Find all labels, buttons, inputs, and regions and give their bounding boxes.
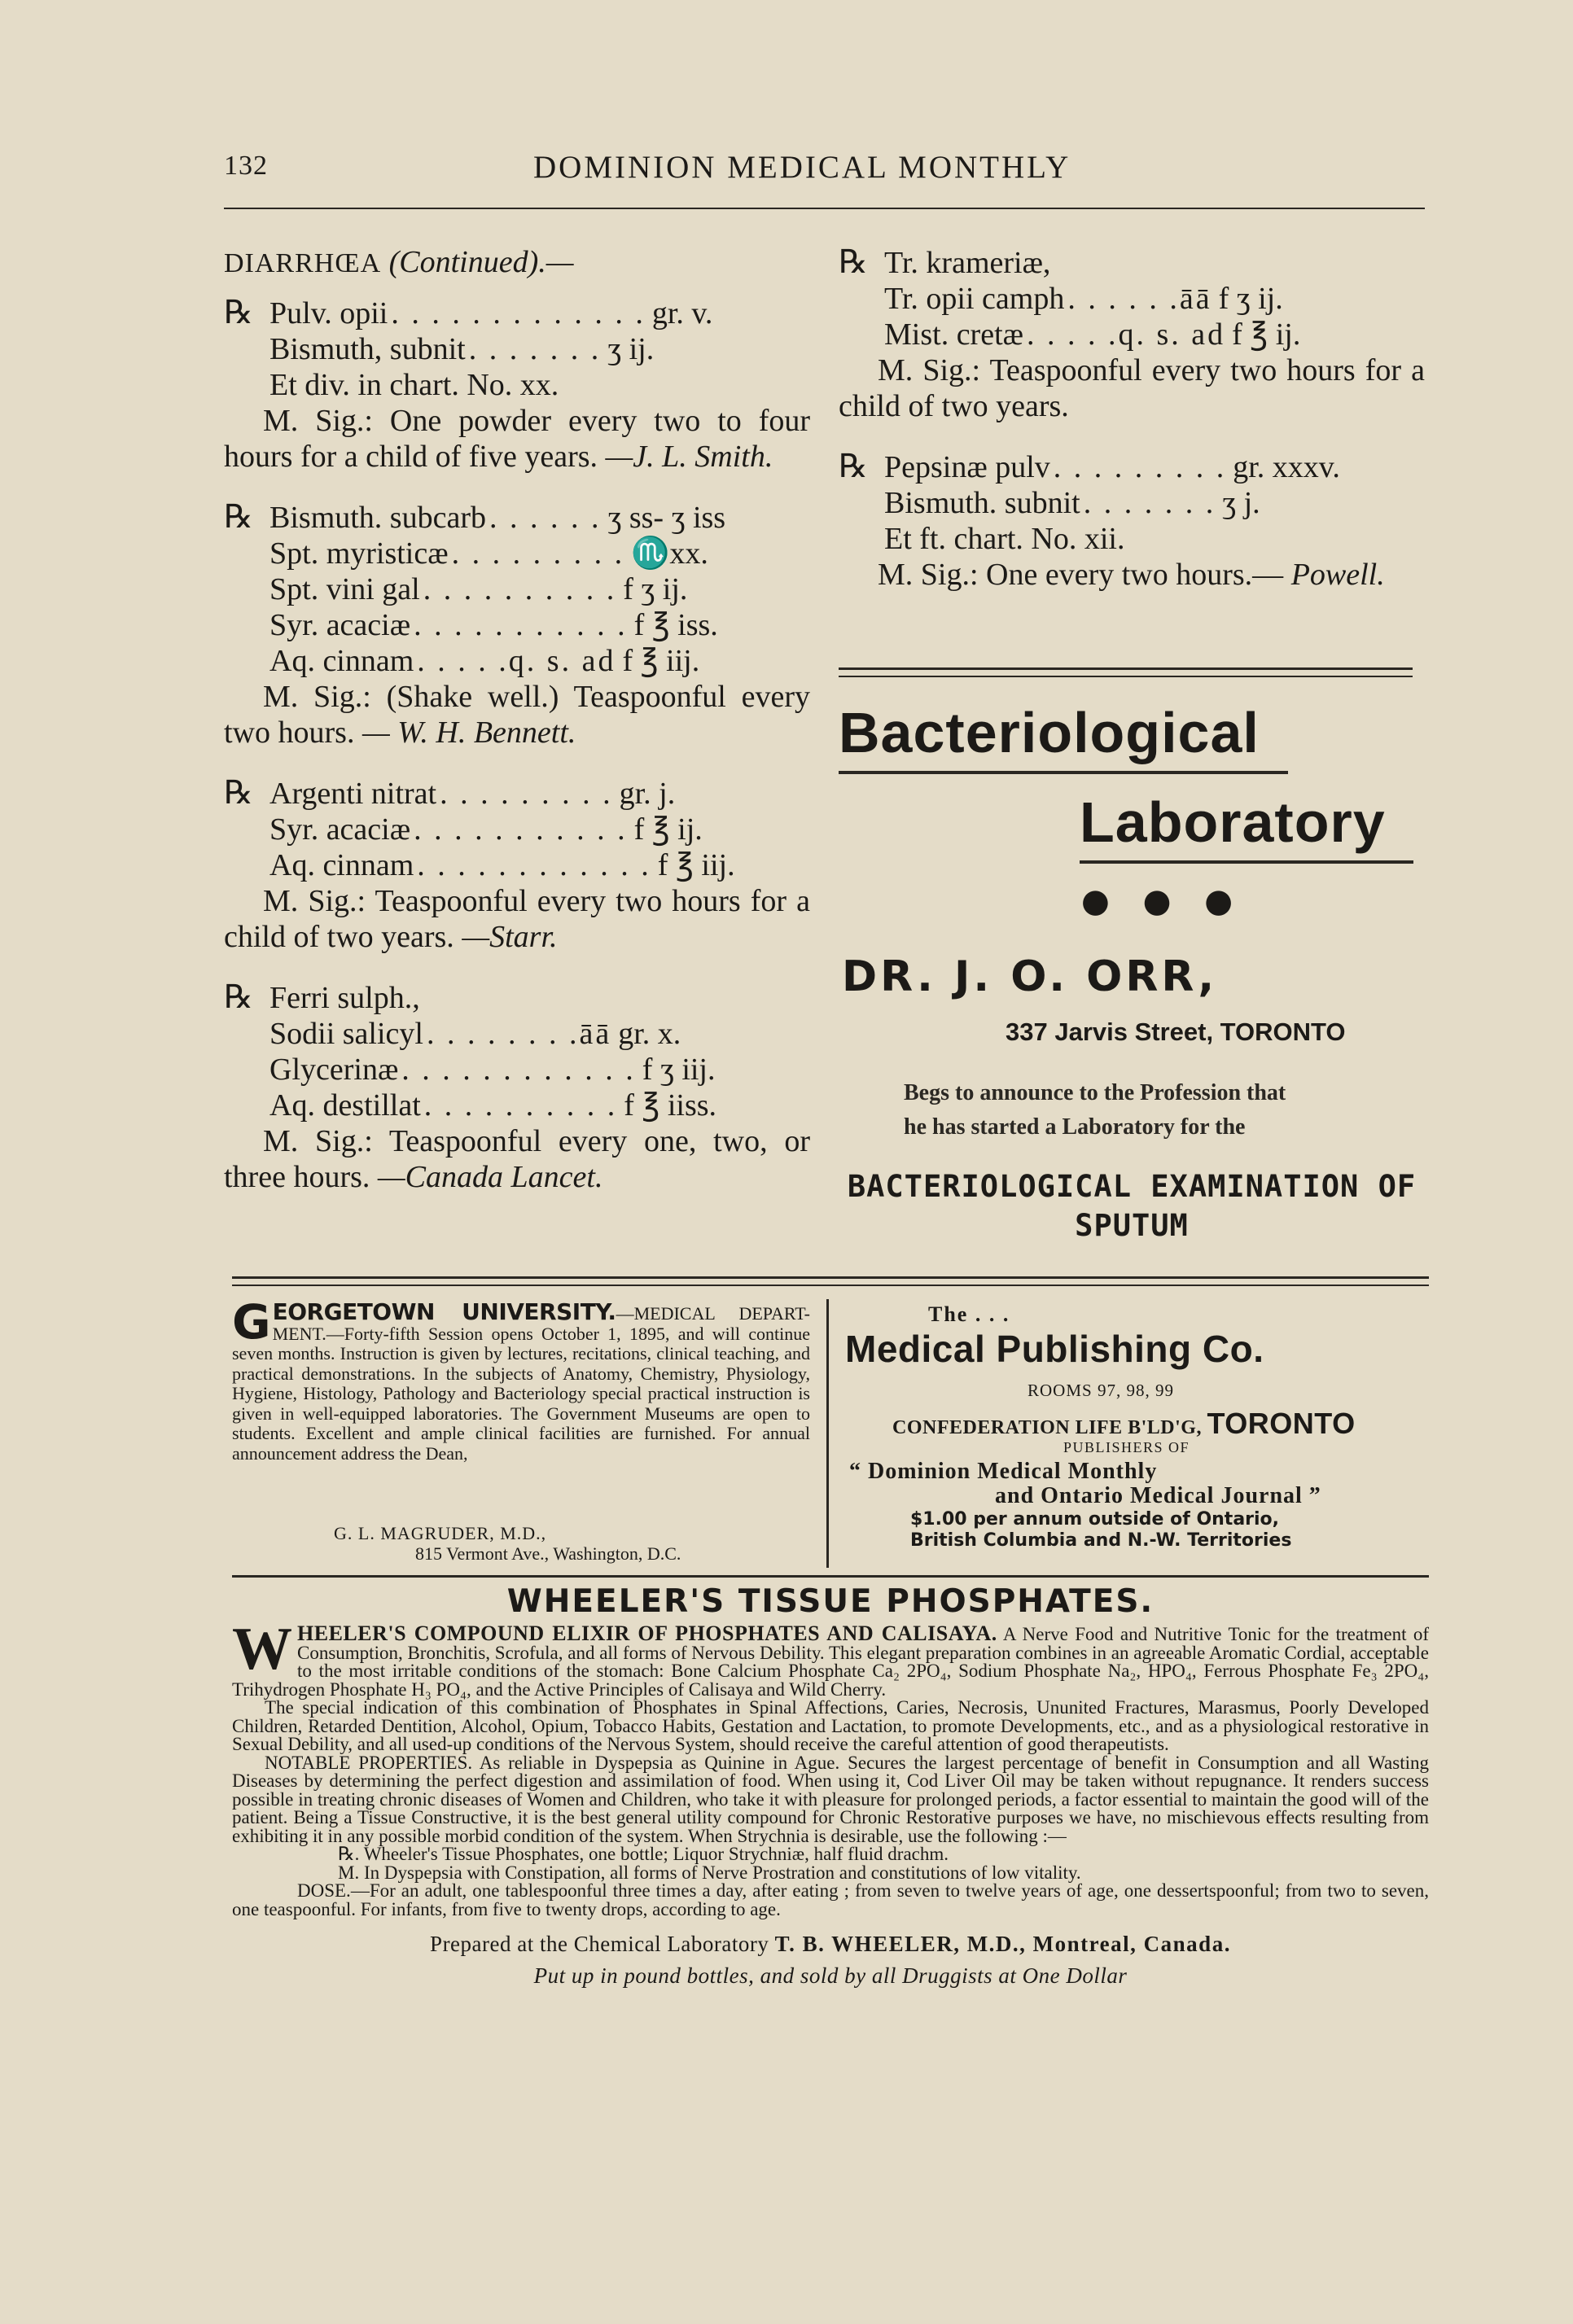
- bact-announcement: [904, 1076, 1286, 1144]
- rx-line: [224, 847, 810, 883]
- rx-dots: . . . . .q. s. ad: [1026, 317, 1226, 352]
- rx-dose: f ℥ iiss.: [624, 1088, 717, 1123]
- bact-text-line1: Begs to announce to the Profession that: [904, 1080, 1286, 1105]
- rx-dose: f ℥ iij.: [622, 644, 700, 678]
- rx-dots: . . . . . . . . . . .: [414, 812, 628, 847]
- rx-dose: ♏xx.: [631, 536, 708, 571]
- mp-journal-line1: “ Dominion Medical Monthly: [849, 1459, 1158, 1484]
- bact-underline-2: [1080, 860, 1413, 864]
- wheeler-dose-label: DOSE.: [297, 1880, 351, 1901]
- rx-dose: ʒ j.: [1222, 486, 1260, 520]
- rx-dose: gr. xxxv.: [1233, 450, 1340, 484]
- rx-line: [839, 449, 1425, 485]
- left-column: [224, 244, 810, 1219]
- wheeler-p1: A Nerve Food and Nutritive Tonic for the treatment of Consumption, Bronchitis, Scrofula, and all forms of Nervous Debility. This elegant preparation combines in an agreeable Aromatic Cordial, acceptable to the most irritable conditions of the stomach: Bone Calcium Phosphate Ca₂ 2PO₄, Sodium Phosphate Na₂, HPO₄, Ferrous Phosphate Fe₃ 2PO₄, Trihydrogen Phosphate H₃ PO₄, and the Active Principles of Calisaya and Wild Cherry.: [232, 1624, 1429, 1700]
- rx-author: —J. L. Smith.: [605, 440, 773, 474]
- rx-line: [224, 499, 810, 536]
- rx-sig-text: M. Sig.: (Shake well.) Teaspoonful every two hours.: [224, 680, 810, 750]
- rx-symbol: ℞: [839, 243, 868, 280]
- rx-line: [224, 1088, 810, 1123]
- rx-symbol: ℞: [224, 978, 253, 1015]
- rx-dots: . . . . . . .: [468, 332, 602, 366]
- rx-line: [224, 571, 810, 607]
- wheeler-title: WHEELER'S TISSUE PHOSPHATES.: [506, 1583, 1155, 1620]
- rx-author: —Starr.: [462, 920, 558, 954]
- rx-line: [224, 979, 810, 1016]
- mp-name: Medical Publishing Co.: [845, 1328, 1264, 1370]
- rx-dose: f ʒ ij.: [1218, 282, 1283, 316]
- rx-line: [839, 281, 1425, 317]
- left-prescriptions: [224, 295, 810, 1195]
- wheeler-p3: As reliable in Dyspepsia as Quinine in Ague. Secures the largest percentage of benefit in Consumption and all Wasting Diseases by determining the perfect digestion and assimilation of food. When using it, Cod Liver Oil may be taken without repugnance. It renders success possible in treating chronic diseases of Women and Children, who take it with pleasure for prolonged periods, a factor essential to maintain the good will of the patient. Being a Tissue Constructive, it is the best general utility compound for Chronic Restorative purposes we have, no mischievous effects resulting from exhibiting it in any possible morbid condition of the system. When Strychnia is desirable, use the following :—: [232, 1752, 1429, 1846]
- rx-dots: . . . . . . . . .: [451, 536, 625, 571]
- rx-dots: . . . . . . . . . . .: [414, 608, 628, 642]
- prescription: [839, 449, 1425, 593]
- rx-dose: f ℥ ij.: [1232, 317, 1301, 352]
- rx-line: [224, 1052, 810, 1088]
- rx-dots: . . . . . . . . . .: [423, 1088, 618, 1123]
- page-number: 132: [224, 151, 268, 181]
- rx-dots: . . . . . . . . .: [1053, 450, 1227, 484]
- rx-sig-text: M. Sig.: One every two hours.—: [878, 558, 1284, 592]
- wheeler-notable-label: NOTABLE PROPERTIES.: [265, 1752, 473, 1773]
- rx-ingredient: Aq. cinnam: [269, 848, 414, 882]
- section-title: DIARRHŒA: [224, 248, 382, 278]
- rx-dots: . . . . .q. s. ad: [417, 644, 616, 678]
- rx-dots: . . . . . . . . . . . .: [401, 1053, 636, 1087]
- rx-dose: gr. x.: [618, 1017, 681, 1051]
- rx-ingredient: Spt. vini gal: [269, 572, 420, 606]
- mp-price-line1: $1.00 per annum outside of Ontario,: [910, 1509, 1280, 1530]
- rx-sig: [224, 679, 810, 751]
- rx-line: [224, 812, 810, 847]
- prescription: [224, 499, 810, 751]
- wheeler-prepared-prefix: Prepared at the Chemical Laboratory: [430, 1932, 769, 1956]
- wheeler-para-2: The special indication of this combination of Phosphates in Spinal Affections, Caries, Necrosis, Ununited Fractures, Marasmus, Poorly Developed Children, Retarded Dentition, Alcohol, Opium, Tobacco Habits, Gestation and Lactation, to promote Developments, etc., and as a physiological restorative in Sexual Debility, and all used-up conditions of the Nervous System, should receive the careful attention of good therapeutists.: [232, 1697, 1429, 1754]
- rx-line: [224, 643, 810, 679]
- rx-ingredient: Bismuth. subcarb: [269, 501, 486, 535]
- rx-dose: f ℥ iss.: [633, 608, 718, 642]
- wheeler-dose: [232, 1882, 1429, 1919]
- rx-sig-text: M. Sig.: Teaspoonful every one, two, or three hours.: [224, 1124, 810, 1194]
- bact-underline-1: [839, 771, 1288, 774]
- mp-city: TORONTO: [1207, 1407, 1356, 1440]
- rx-dose: gr. v.: [651, 296, 713, 330]
- bact-dots: ● ● ●: [1081, 882, 1245, 920]
- bact-exam-line1: BACTERIOLOGICAL EXAMINATION OF: [847, 1169, 1417, 1204]
- rx-ingredient: Sodii salicyl: [269, 1017, 423, 1051]
- rx-sig-text: M. Sig.: One powder every two to four hours for a child of five years.: [224, 404, 810, 474]
- rx-symbol: ℞: [224, 294, 253, 330]
- mp-price-line2: British Columbia and N.-W. Territories: [910, 1530, 1292, 1551]
- gu-signature-address: 815 Vermont Ave., Washington, D.C.: [415, 1543, 681, 1564]
- wheeler-dose-text: —For an adult, one tablespoonful three times a day, after eating ; from seven to twelve years of age, one dessertspoonful; from two to seven, one teaspoonful. For infants, from five to twenty drops, according to age.: [232, 1880, 1429, 1919]
- rx-line: [224, 1016, 810, 1052]
- rx-extra: Et div. in chart. No. xx.: [269, 368, 559, 402]
- bact-title-line2: Laboratory: [1080, 790, 1386, 854]
- gu-signature-name: G. L. MAGRUDER, M.D.,: [334, 1523, 547, 1543]
- prescription: [224, 979, 810, 1195]
- ad-rule-top-1: [839, 667, 1413, 670]
- mp-building: CONFEDERATION LIFE B'LD'G,: [892, 1417, 1202, 1438]
- rx-line: [224, 775, 810, 812]
- rx-ingredient: Tr. krameriæ,: [884, 246, 1051, 280]
- wheeler-rx-1: ℞. Wheeler's Tissue Phosphates, one bottle; Liquor Strychniæ, half fluid drachm.: [338, 1844, 949, 1864]
- bact-exam: [839, 1167, 1425, 1245]
- ads-rule-1: [232, 1276, 1429, 1279]
- rx-ingredient: Ferri sulph.,: [269, 981, 420, 1015]
- wheeler-para-1: [232, 1616, 1429, 1700]
- ads-vertical-rule: [826, 1299, 829, 1568]
- prescription: [224, 295, 810, 475]
- prescription: [224, 775, 810, 955]
- rx-ingredient: Aq. cinnam: [269, 644, 414, 678]
- rx-dots: . . . . . .āā: [1067, 282, 1212, 316]
- rx-ingredient: Mist. cretæ: [884, 317, 1023, 352]
- journal-title: DOMINION MEDICAL MONTHLY: [533, 150, 1071, 185]
- rx-ingredient: Aq. destillat: [269, 1088, 421, 1123]
- mp-publishers-of: PUBLISHERS OF: [1063, 1439, 1190, 1455]
- gu-heading: EORGETOWN UNIVERSITY.: [272, 1298, 616, 1325]
- wheeler-rx-2: M. In Dyspepsia with Constipation, all forms of Nerve Prostration and constitutions of low vitality.: [338, 1862, 1081, 1883]
- rx-symbol: ℞: [224, 498, 253, 535]
- mp-journal-line2: and Ontario Medical Journal ”: [995, 1483, 1321, 1508]
- rx-dots: . . . . . .: [489, 501, 602, 535]
- rx-line: [224, 295, 810, 331]
- rx-ingredient: Bismuth, subnit: [269, 332, 466, 366]
- section-continued: (Continued).—: [388, 245, 574, 279]
- rx-ingredient: Argenti nitrat: [269, 777, 437, 811]
- rx-ingredient: Bismuth. subnit: [884, 486, 1080, 520]
- ad-rule-top-2: [839, 676, 1413, 677]
- mp-the: The . . .: [928, 1302, 1010, 1326]
- rx-dots: . . . . . . . . . . . .: [417, 848, 651, 882]
- wheeler-ad: [232, 1583, 1429, 1989]
- rx-dose: ʒ ss- ʒ iss: [607, 501, 726, 535]
- rx-sig: [224, 1123, 810, 1195]
- rx-author: — W. H. Bennett.: [361, 716, 576, 750]
- rx-dose: f ʒ ij.: [623, 572, 688, 606]
- rx-dots: . . . . . . . . . .: [423, 572, 617, 606]
- wheeler-prepared-name: T. B. WHEELER, M.D., Montreal, Canada.: [774, 1932, 1231, 1956]
- rx-dose: ʒ ij.: [607, 332, 655, 366]
- rx-line: [839, 485, 1425, 521]
- right-column: [839, 244, 1425, 617]
- georgetown-ad: [232, 1294, 810, 1564]
- rx-line: [839, 244, 1425, 281]
- wheeler-body: [232, 1616, 1429, 1919]
- rx-dose: gr. j.: [619, 777, 676, 811]
- rx-ingredient: Pulv. opii: [269, 296, 388, 330]
- rx-extra: Et ft. chart. No. xii.: [884, 522, 1125, 556]
- wheeler-para-3: [232, 1754, 1429, 1846]
- rx-ingredient: Spt. myristicæ: [269, 536, 449, 571]
- rx-ingredient: Pepsinæ pulv: [884, 450, 1050, 484]
- rx-dots: . . . . . . .: [1083, 486, 1216, 520]
- bact-exam-line2: SPUTUM: [1075, 1208, 1189, 1243]
- rx-line: [224, 607, 810, 643]
- rx-ingredient: Tr. opii camph: [884, 282, 1065, 316]
- mp-building-line: [892, 1407, 1356, 1441]
- rx-sig-text: M. Sig.: Teaspoonful every two hours for a child of two years.: [839, 353, 1425, 423]
- header-rule: [224, 208, 1425, 209]
- rx-author: —Canada Lancet.: [377, 1160, 603, 1194]
- wheeler-drop-letter: W: [232, 1616, 292, 1683]
- bact-title-line1: Bacteriological: [839, 701, 1260, 764]
- rx-ingredient: Syr. acaciæ: [269, 608, 411, 642]
- rx-sig-text: M. Sig.: Teaspoonful every two hours for a child of two years.: [224, 884, 810, 954]
- bact-doctor: DR. J. O. ORR,: [842, 952, 1218, 1001]
- mp-rooms: ROOMS 97, 98, 99: [1027, 1381, 1174, 1400]
- rx-dose: f ℥ iij.: [657, 848, 735, 882]
- wheeler-lead: HEELER'S COMPOUND ELIXIR OF PHOSPHATES AND CALISAYA.: [297, 1622, 997, 1645]
- rx-line: [224, 536, 810, 571]
- gu-body: MENT.—Forty-fifth Session opens October 1, 1895, and will continue seven months. Instruction is given by lectures, recitations, clinical teaching, and practical demonstrations. In the subjects of Anatomy, Chemistry, Physiology, Hygiene, Histology, Pathology and Bacteriology special practical instruction is given in well-equipped laboratories. The Government Museums are open to students. Excellent and ample clinical facilities are furnished. For annual announcement address the Dean,: [232, 1323, 810, 1464]
- rx-sig: [839, 557, 1425, 593]
- wheeler-put-up: Put up in pound bottles, and sold by all Druggists at One Dollar: [533, 1963, 1128, 1988]
- rx-dose: f ℥ ij.: [633, 812, 703, 847]
- rx-dose: f ʒ iij.: [642, 1053, 716, 1087]
- section-heading: [224, 244, 810, 282]
- rx-dots: . . . . . . . . . . . . .: [391, 296, 646, 330]
- right-prescriptions: [839, 244, 1425, 593]
- rx-dots: . . . . . . . . .: [440, 777, 613, 811]
- rx-ingredient: Glycerinæ: [269, 1053, 399, 1087]
- ads-rule-2: [232, 1285, 1429, 1286]
- rx-symbol: ℞: [839, 448, 868, 484]
- rx-line: [839, 317, 1425, 352]
- bact-address: 337 Jarvis Street, TORONTO: [1006, 1018, 1346, 1046]
- rx-author: Powell.: [1290, 558, 1385, 592]
- prescription: [839, 244, 1425, 424]
- rx-symbol: ℞: [224, 774, 253, 811]
- rx-line: [224, 331, 810, 367]
- rx-dots: . . . . . . . .āā: [426, 1017, 612, 1051]
- gu-heading-tail: —MEDICAL DEPART-: [616, 1303, 810, 1324]
- rx-ingredient: Syr. acaciæ: [269, 812, 411, 847]
- rx-sig: [839, 352, 1425, 424]
- wheeler-prepared: [232, 1932, 1429, 1957]
- rx-sig: [224, 403, 810, 475]
- wheeler-rule: [232, 1575, 1429, 1578]
- bact-text-line2: he has started a Laboratory for the: [904, 1114, 1246, 1140]
- gu-drop-letter: G: [232, 1294, 271, 1350]
- rx-sig: [224, 883, 810, 955]
